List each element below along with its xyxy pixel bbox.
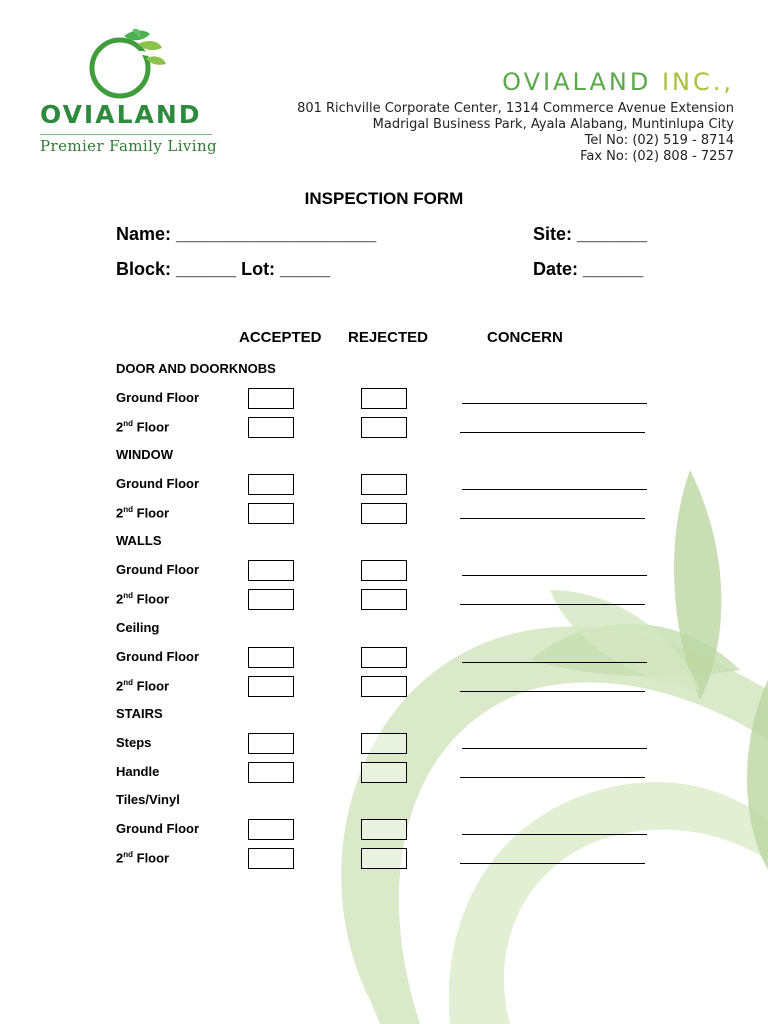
accepted-column-header: ACCEPTED (239, 329, 322, 346)
row-label-text: 2 (116, 505, 124, 521)
rejected-column-header: REJECTED (348, 329, 429, 346)
accepted-checkbox[interactable] (248, 848, 294, 869)
row-label-suffix: Floor (133, 678, 170, 694)
row-label-text: Ground Floor (116, 821, 200, 836)
company-name (502, 68, 734, 96)
row-label-text: Ground Floor (116, 476, 200, 491)
concern-line[interactable] (462, 834, 647, 835)
row-label (116, 476, 199, 491)
rejected-checkbox[interactable] (361, 474, 407, 495)
company-suffix: INC., (661, 68, 734, 96)
rejected-checkbox[interactable] (361, 417, 407, 438)
row-label-text: 2 (116, 678, 124, 694)
concern-line[interactable] (460, 604, 645, 605)
accepted-checkbox[interactable] (248, 560, 294, 581)
row-label-text: Ground Floor (116, 649, 200, 664)
brand-tagline: Premier Family Living (40, 137, 218, 155)
concern-line[interactable] (460, 691, 645, 692)
section-heading: STAIRS (116, 706, 163, 721)
row-label-text: Steps (116, 735, 152, 750)
row-label-text: Handle (116, 764, 160, 779)
row-label-ordinal: nd (123, 850, 134, 859)
accepted-checkbox[interactable] (248, 762, 294, 783)
accepted-checkbox[interactable] (248, 647, 294, 668)
rejected-checkbox[interactable] (361, 819, 407, 840)
row-label (116, 390, 199, 405)
row-label-suffix: Floor (133, 419, 170, 435)
row-label-ordinal: nd (123, 678, 134, 687)
row-label (116, 821, 199, 836)
accepted-checkbox[interactable] (248, 676, 294, 697)
rejected-checkbox[interactable] (361, 762, 407, 783)
concern-line[interactable] (460, 518, 645, 519)
section-heading: DOOR AND DOORKNOBS (116, 361, 276, 376)
row-label (116, 678, 169, 693)
company-address (297, 101, 734, 165)
row-label (116, 850, 169, 865)
section-heading: Tiles/Vinyl (116, 792, 180, 807)
row-label-text: Ground Floor (116, 390, 200, 405)
concern-column-header: CONCERN (487, 329, 563, 346)
concern-line[interactable] (462, 748, 647, 749)
row-label (116, 562, 199, 577)
rejected-checkbox[interactable] (361, 647, 407, 668)
company-name-text: OVIALAND (502, 68, 652, 96)
accepted-checkbox[interactable] (248, 819, 294, 840)
section-heading: WINDOW (116, 447, 174, 462)
section-heading: WALLS (116, 533, 162, 548)
block-lot-field[interactable]: Block: ______ Lot: _____ (116, 259, 331, 279)
rejected-checkbox[interactable] (361, 503, 407, 524)
row-label-ordinal: nd (123, 505, 134, 514)
concern-line[interactable] (462, 403, 647, 404)
accepted-checkbox[interactable] (248, 388, 294, 409)
row-label-text: 2 (116, 591, 124, 607)
row-label-text: 2 (116, 850, 124, 866)
telephone: Tel No: (02) 519 - 8714 (584, 133, 734, 148)
row-label (116, 505, 169, 520)
concern-line[interactable] (460, 777, 645, 778)
row-label-text: 2 (116, 419, 124, 435)
name-field[interactable]: Name: ____________________ (116, 224, 377, 244)
accepted-checkbox[interactable] (248, 589, 294, 610)
row-label-ordinal: nd (123, 591, 134, 600)
concern-line[interactable] (462, 489, 647, 490)
row-label (116, 591, 169, 606)
brand-divider (40, 134, 212, 135)
form-title: INSPECTION FORM (304, 189, 464, 208)
rejected-checkbox[interactable] (361, 560, 407, 581)
concern-line[interactable] (460, 432, 645, 433)
accepted-checkbox[interactable] (248, 474, 294, 495)
fax: Fax No: (02) 808 - 7257 (580, 149, 734, 164)
brand-name: OVIALAND (40, 100, 202, 129)
site-field[interactable]: Site: _______ (533, 224, 648, 244)
accepted-checkbox[interactable] (248, 503, 294, 524)
rejected-checkbox[interactable] (361, 733, 407, 754)
rejected-checkbox[interactable] (361, 589, 407, 610)
row-label (116, 419, 169, 434)
row-label-suffix: Floor (133, 591, 170, 607)
concern-line[interactable] (462, 662, 647, 663)
row-label-suffix: Floor (133, 505, 170, 521)
row-label-suffix: Floor (133, 850, 170, 866)
address-line-2: Madrigal Business Park, Ayala Alabang, Muntinlupa City (372, 117, 734, 132)
row-label-text: Ground Floor (116, 562, 200, 577)
rejected-checkbox[interactable] (361, 676, 407, 697)
row-label-ordinal: nd (123, 419, 134, 428)
row-label (116, 649, 199, 664)
leaf-watermark-icon (300, 440, 768, 1024)
rejected-checkbox[interactable] (361, 848, 407, 869)
accepted-checkbox[interactable] (248, 733, 294, 754)
concern-line[interactable] (462, 575, 647, 576)
address-line-1: 801 Richville Corporate Center, 1314 Commerce Avenue Extension (297, 101, 734, 116)
row-label (116, 735, 151, 750)
row-label (116, 764, 159, 779)
date-field[interactable]: Date: ______ (533, 259, 644, 279)
accepted-checkbox[interactable] (248, 417, 294, 438)
concern-line[interactable] (460, 863, 645, 864)
section-heading: Ceiling (116, 620, 160, 635)
rejected-checkbox[interactable] (361, 388, 407, 409)
